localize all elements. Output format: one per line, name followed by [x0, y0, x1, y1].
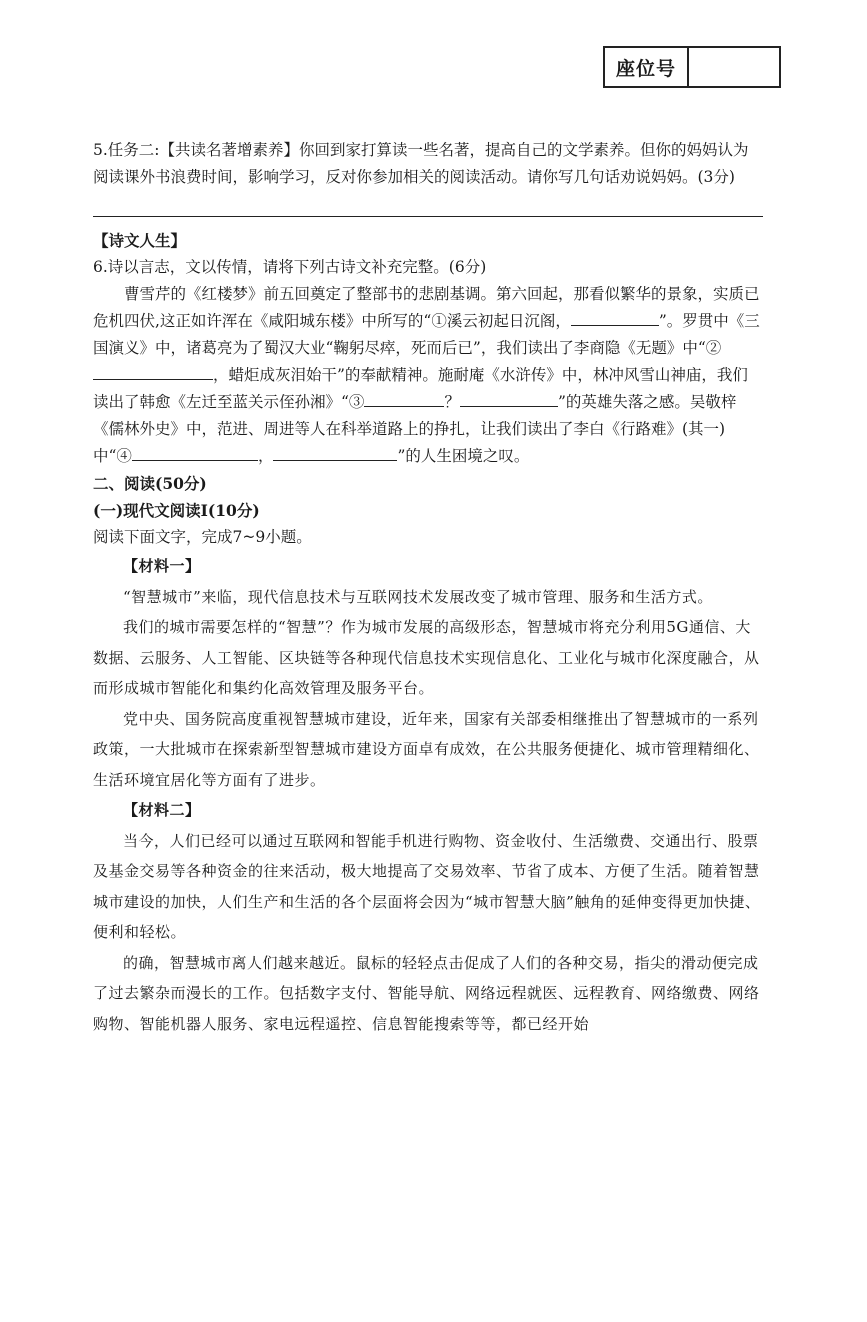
material-2-para-1: 当今，人们已经可以通过互联网和智能手机进行购物、资金收付、生活缴费、交通出行、股票及基金交易等各种资金的往来活动，极大地提高了交易效率、节省了成本、方便了生活。随着智慧城市建设的加快，人们生产和生活的各个层面将会因为“城市智慧大脑”触角的延伸变得更加快捷、便利和轻松。 — [93, 831, 761, 941]
blank-4b[interactable] — [273, 445, 397, 461]
blank-2[interactable] — [93, 364, 213, 380]
q6-text-6: ， — [257, 447, 274, 465]
part-2-title: 二、阅读(50分) — [93, 474, 207, 493]
q6-text-7: ”的人生困境之叹。 — [397, 447, 530, 465]
seat-number-label: 座位号 — [605, 48, 689, 86]
q6-text-4: ？ — [444, 393, 460, 411]
material-2-title: 【材料二】 — [123, 801, 201, 819]
blank-3b[interactable] — [460, 391, 558, 407]
blank-3a[interactable] — [364, 391, 444, 407]
q6-text-2: ”。罗贯中《三国演义》中，诸葛亮为了蜀汉大业“鞠躬尽瘁，死而后已”，我们读出了李商隐《无题》中“② — [93, 312, 760, 357]
blank-4a[interactable] — [132, 445, 258, 461]
reading-passage — [93, 551, 763, 1039]
q6-text-1: 曹雪芹的《红楼梦》前五回奠定了整部书的悲剧基调。第六回起，那看似繁华的景象，实质已危机四伏,这正如许浑在《咸阳城东楼》中所写的“①溪云初起日沉阁， — [93, 285, 760, 330]
material-1-para-1: “智慧城市”来临，现代信息技术与互联网技术发展改变了城市管理、服务和生活方式。 — [123, 587, 713, 606]
answer-line[interactable] — [93, 215, 763, 217]
question-6-passage — [93, 281, 763, 470]
material-1-para-3: 党中央、国务院高度重视智慧城市建设，近年来，国家有关部委相继推出了智慧城市的一系列政策，一大批城市在探索新型智慧城市建设方面卓有成效，在公共服务便捷化、城市管理精细化、生活环境宜居化等方面有了进步。 — [93, 709, 760, 789]
seat-number-box — [603, 46, 781, 88]
reading-1-title: (一)现代文阅读Ⅰ(10分) — [93, 501, 260, 520]
section-poetry-title: 【诗文人生】 — [93, 231, 187, 250]
material-1-title: 【材料一】 — [123, 557, 201, 575]
question-5: 5.任务二:【共读名著增素养】你回到家打算读一些名著，提高自己的文学素养。但你的妈妈认为阅读课外书浪费时间，影响学习，反对你参加相关的阅读活动。请你写几句话劝说妈妈。(3分) — [93, 141, 749, 186]
q6-text-5: ”的英雄失落之感。吴敬梓《儒林外史》中，范进、周进等人在科举道路上的挣扎，让我们读出了李白《行路难》(其一)中“④ — [93, 393, 737, 465]
q6-text-3: ，蜡炬成灰泪始干”的奉献精神。施耐庵《水浒传》中，林冲风雪山神庙，我们读出了韩愈《左迁至蓝关示侄孙湘》“③ — [93, 366, 748, 411]
question-6-stem: 6.诗以言志，文以传情，请将下列古诗文补充完整。(6分) — [93, 258, 487, 276]
reading-1-instruction: 阅读下面文字，完成7~9小题。 — [93, 528, 312, 546]
material-2-para-2: 的确，智慧城市离人们越来越近。鼠标的轻轻点击促成了人们的各种交易，指尖的滑动便完成了过去繁杂而漫长的工作。包括数字支付、智能导航、网络远程就医、远程教育、网络缴费、网络购物、智能机器人服务、家电远程遥控、信息智能搜索等等，都已经开始 — [93, 953, 760, 1033]
blank-1a[interactable] — [571, 310, 659, 326]
material-1-para-2: 我们的城市需要怎样的“智慧”？作为城市发展的高级形态，智慧城市将充分利用5G通信、大数据、云服务、人工智能、区块链等各种现代信息技术实现信息化、工业化与城市化深度融合，从而形成城市智能化和集约化高效管理及服务平台。 — [93, 618, 760, 697]
seat-number-field[interactable] — [689, 48, 779, 86]
exam-content — [93, 137, 763, 1039]
